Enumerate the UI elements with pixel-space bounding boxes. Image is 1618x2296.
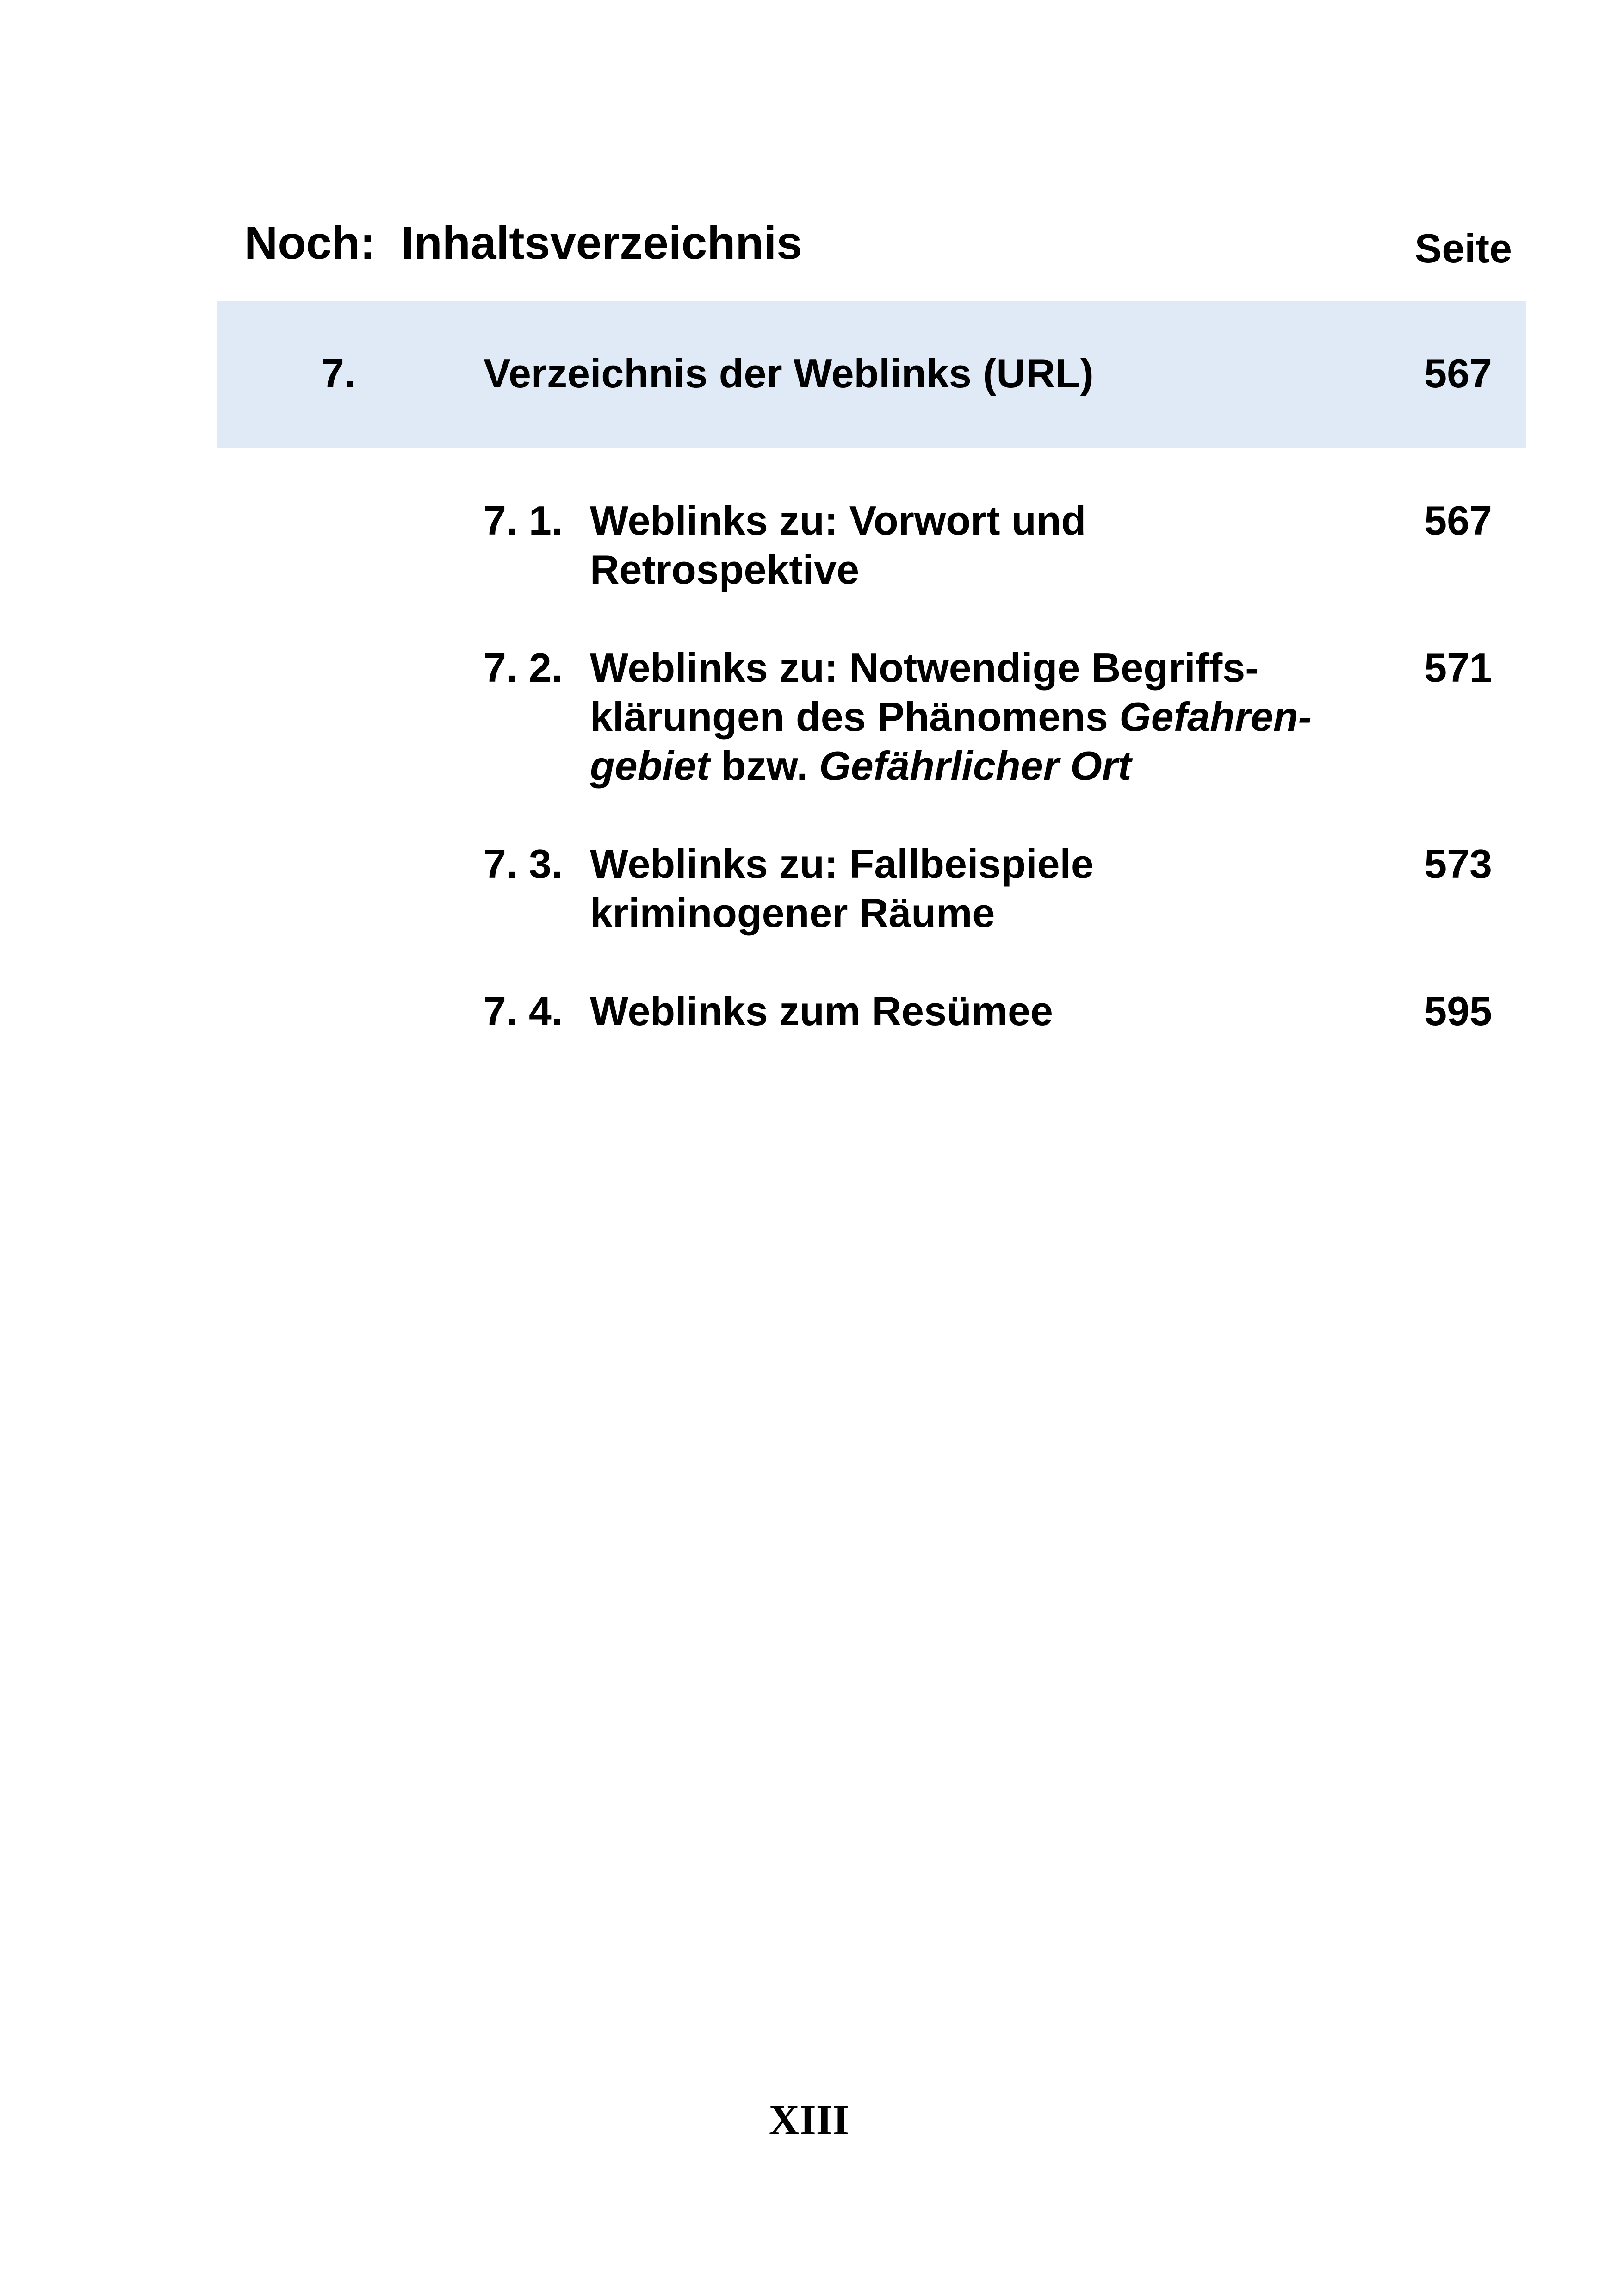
entry-title-line: Retrospektive <box>590 547 860 592</box>
chapter-number: 7. <box>322 350 356 396</box>
entry-title <box>590 496 1367 594</box>
entry-title <box>590 840 1367 938</box>
toc-entry-7-3[interactable] <box>484 840 1492 938</box>
toc-heading <box>244 213 1512 273</box>
entry-page-number: 573 <box>1424 841 1492 887</box>
toc-entry-7-2[interactable] <box>484 643 1492 790</box>
entry-number: 7. 4. <box>484 988 563 1034</box>
entry-title-line: kriminogener Räume <box>590 890 995 936</box>
entry-title-line: Weblinks zu: Notwendige Begriffs- <box>590 645 1259 691</box>
entry-title-line: Weblinks zu: Fallbeispiele <box>590 841 1094 887</box>
entry-title-line <box>590 692 1367 741</box>
chapter-row[interactable] <box>217 301 1526 448</box>
toc-entry-list <box>484 496 1492 1036</box>
toc-entry-7-4[interactable] <box>484 987 1492 1036</box>
chapter-title: Verzeichnis der Weblinks (URL) <box>484 350 1094 396</box>
entry-number: 7. 2. <box>484 645 563 691</box>
entry-title-line: Weblinks zu: Vorwort und <box>590 498 1086 543</box>
page-column-label: Seite <box>1414 225 1512 271</box>
entry-page-number: 571 <box>1424 645 1492 691</box>
entry-page-number: 567 <box>1424 498 1492 543</box>
entry-number: 7. 1. <box>484 498 563 543</box>
entry-title-italic: Gefahren- <box>1119 694 1312 740</box>
page-folio: XIII <box>769 2096 849 2143</box>
entry-title <box>590 987 1367 1036</box>
chapter-page-number: 567 <box>1424 350 1492 396</box>
entry-page-number: 595 <box>1424 988 1492 1034</box>
entry-number: 7. 3. <box>484 841 563 887</box>
toc-entry-7-1[interactable] <box>484 496 1492 594</box>
entry-title <box>590 643 1367 790</box>
entry-title-text: bzw. <box>710 743 819 789</box>
entry-title-italic: Gefährlicher Ort <box>819 743 1132 789</box>
entry-title-italic: gebiet <box>590 743 710 789</box>
page-title: Noch: Inhaltsverzeichnis <box>244 217 802 269</box>
entry-title-text: klärungen des Phänomens <box>590 694 1120 740</box>
entry-title-line <box>590 741 1367 790</box>
entry-title-line: Weblinks zum Resümee <box>590 988 1053 1034</box>
